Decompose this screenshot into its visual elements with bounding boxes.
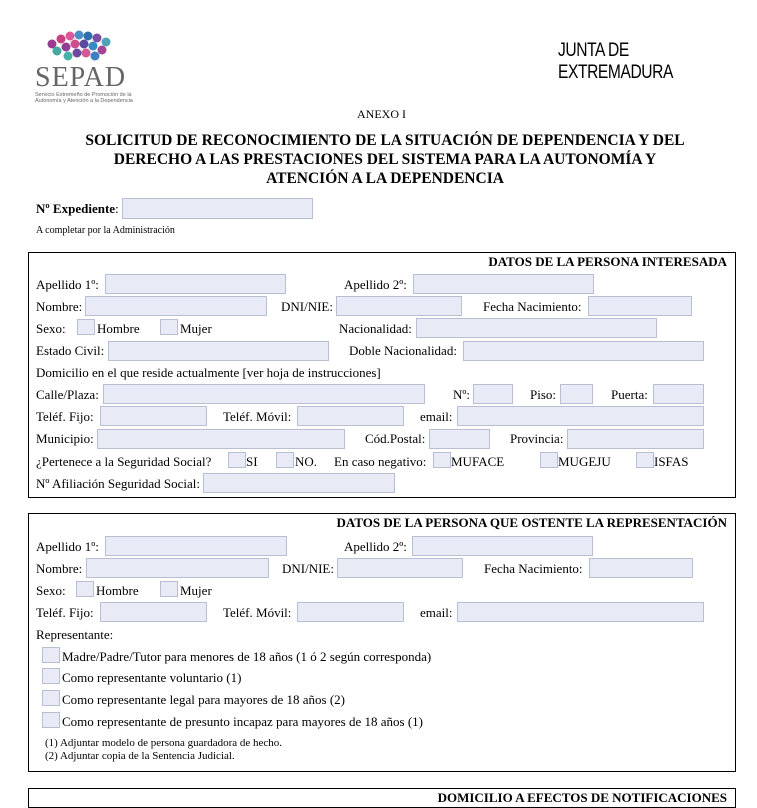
rep-hombre-checkbox[interactable] [76, 581, 94, 597]
opt-presunto-incapaz-label: Como representante de presunto incapaz para mayores de 18 años (1) [62, 714, 423, 729]
municipio-label: Municipio: [36, 431, 94, 446]
nacionalidad-label: Nacionalidad: [339, 321, 412, 336]
rep-dni-field[interactable] [337, 558, 463, 578]
section-notificaciones-title: DOMICILIO A EFECTOS DE NOTIFICACIONES [437, 790, 727, 805]
opt-madre-padre-tutor-label: Madre/Padre/Tutor para menores de 18 años (1 ó 2 según corresponda) [62, 649, 432, 664]
title-line-3: ATENCIÓN A LA DEPENDENCIA [266, 170, 504, 187]
expediente-note: A completar por la Administración [36, 225, 175, 236]
page-title [40, 131, 730, 188]
muface-checkbox[interactable] [433, 452, 451, 468]
no-checkbox[interactable] [276, 452, 294, 468]
fecha-nacimiento-field[interactable] [588, 296, 692, 316]
dni-field[interactable] [336, 296, 462, 316]
doble-nacionalidad-label: Doble Nacionalidad: [349, 343, 457, 358]
calle-field[interactable] [103, 384, 425, 404]
rep-sexo-label: Sexo: [36, 583, 66, 598]
rep-nombre-label: Nombre: [36, 561, 83, 576]
apellido2-field[interactable] [413, 274, 594, 294]
estado-civil-label: Estado Civil: [36, 343, 105, 358]
section-representacion-title: DATOS DE LA PERSONA QUE OSTENTE LA REPRESENTACIÓN [336, 515, 727, 530]
rep-apellido2-label: Apellido 2º: [344, 539, 407, 554]
rep-fecha-nacimiento-field[interactable] [589, 558, 693, 578]
seguridad-social-question: ¿Pertenece a la Seguridad Social? [36, 454, 212, 469]
piso-label: Piso: [530, 387, 557, 402]
estado-civil-field[interactable] [108, 341, 329, 361]
cod-postal-field[interactable] [429, 429, 490, 449]
telefono-movil-label: Teléf. Móvil: [223, 409, 292, 424]
rep-telefono-movil-label: Teléf. Móvil: [223, 605, 292, 620]
email-field[interactable] [457, 406, 704, 426]
hombre-checkbox[interactable] [77, 319, 95, 335]
title-line-2: DERECHO A LAS PRESTACIONES DEL SISTEMA PARA LA AUTONOMÍA Y [113, 151, 657, 168]
puerta-label: Puerta: [611, 387, 648, 402]
afiliacion-label: Nº Afiliación Seguridad Social: [36, 476, 200, 491]
organization-name: JUNTA DE EXTREMADURA [558, 40, 673, 83]
rep-mujer-checkbox[interactable] [160, 581, 178, 597]
caso-negativo-label: En caso negativo: [334, 454, 427, 469]
representante-label: Representante: [36, 627, 114, 642]
rep-email-label: email: [420, 605, 453, 620]
rep-telefono-movil-field[interactable] [297, 602, 404, 622]
municipio-field[interactable] [97, 429, 345, 449]
email-label: email: [420, 409, 453, 424]
rep-apellido1-label: Apellido 1º: [36, 539, 99, 554]
rep-dni-label: DNI/NIE: [282, 561, 334, 576]
logo-subtitle: Servicio Extremeño de Promoción de la Autonomía y Atención a la Dependencia [35, 92, 133, 104]
rep-telefono-fijo-label: Teléf. Fijo: [36, 605, 94, 620]
numero-label: Nº: [453, 387, 471, 402]
nacionalidad-field[interactable] [416, 318, 657, 338]
isfas-checkbox[interactable] [636, 452, 654, 468]
provincia-field[interactable] [567, 429, 704, 449]
apellido1-field[interactable] [105, 274, 286, 294]
rep-telefono-fijo-field[interactable] [100, 602, 207, 622]
provincia-label: Provincia: [510, 431, 564, 446]
logo-text: SEPAD [35, 62, 127, 93]
apellido2-label: Apellido 2º: [344, 277, 407, 292]
rep-hombre-label: Hombre [96, 583, 139, 598]
mujer-label: Mujer [180, 321, 212, 336]
domicilio-label: Domicilio en el que reside actualmente [ver hoja de instrucciones] [36, 365, 381, 380]
footnote-1: (1) Adjuntar modelo de persona guardadora de hecho. [45, 737, 283, 749]
sepad-logo-icon [44, 30, 116, 64]
doble-nacionalidad-field[interactable] [463, 341, 704, 361]
annex-label: ANEXO I [357, 107, 406, 121]
cod-postal-label: Cód.Postal: [365, 431, 426, 446]
opt-voluntario-checkbox[interactable] [42, 668, 60, 684]
hombre-label: Hombre [97, 321, 140, 336]
opt-voluntario-label: Como representante voluntario (1) [62, 670, 242, 685]
nombre-label: Nombre: [36, 299, 83, 314]
telefono-fijo-label: Teléf. Fijo: [36, 409, 94, 424]
section-interesada-title: DATOS DE LA PERSONA INTERESADA [488, 254, 727, 269]
sexo-label: Sexo: [36, 321, 66, 336]
si-label: SI [246, 454, 258, 469]
piso-field[interactable] [560, 384, 593, 404]
no-label: NO. [295, 454, 318, 469]
expediente-field[interactable] [122, 198, 313, 219]
afiliacion-field[interactable] [203, 473, 395, 493]
telefono-movil-field[interactable] [297, 406, 404, 426]
nombre-field[interactable] [85, 296, 267, 316]
dni-label: DNI/NIE: [281, 299, 333, 314]
puerta-field[interactable] [653, 384, 704, 404]
mugeju-label: MUGEJU [558, 454, 611, 469]
rep-fecha-nacimiento-label: Fecha Nacimiento: [484, 561, 583, 576]
opt-madre-padre-tutor-checkbox[interactable] [42, 647, 60, 663]
rep-apellido2-field[interactable] [412, 536, 593, 556]
opt-legal-label: Como representante legal para mayores de 18 años (2) [62, 692, 346, 707]
rep-email-field[interactable] [457, 602, 704, 622]
isfas-label: ISFAS [654, 454, 689, 469]
calle-label: Calle/Plaza: [36, 387, 99, 402]
numero-field[interactable] [473, 384, 513, 404]
telefono-fijo-field[interactable] [100, 406, 207, 426]
rep-apellido1-field[interactable] [105, 536, 287, 556]
footnote-2: (2) Adjuntar copia de la Sentencia Judicial. [45, 750, 235, 762]
si-checkbox[interactable] [228, 452, 246, 468]
rep-nombre-field[interactable] [86, 558, 269, 578]
fecha-nacimiento-label: Fecha Nacimiento: [483, 299, 582, 314]
title-line-1: SOLICITUD DE RECONOCIMIENTO DE LA SITUACIÓN DE DEPENDENCIA Y DEL [85, 132, 685, 149]
mugeju-checkbox[interactable] [540, 452, 558, 468]
opt-legal-checkbox[interactable] [42, 690, 60, 706]
mujer-checkbox[interactable] [160, 319, 178, 335]
rep-mujer-label: Mujer [180, 583, 212, 598]
muface-label: MUFACE [451, 454, 505, 469]
apellido1-label: Apellido 1º: [36, 277, 99, 292]
expediente-label: Nº Expediente: [36, 201, 119, 216]
opt-presunto-incapaz-checkbox[interactable] [42, 712, 60, 728]
